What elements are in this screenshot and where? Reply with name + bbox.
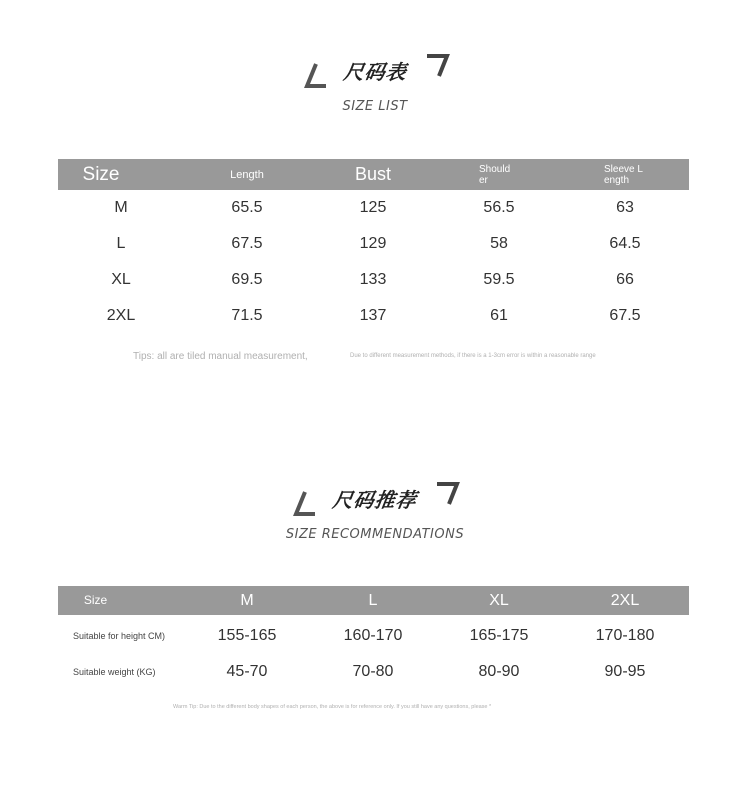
cell-2xl: 170-180 (595, 627, 655, 644)
header-l: L (368, 591, 378, 609)
header-length: Length (230, 168, 264, 181)
left-bracket-icon (293, 490, 319, 518)
cell-shoulder: 56.5 (483, 199, 515, 216)
size-list-table (58, 159, 689, 334)
size-rec-heading (0, 484, 750, 542)
cell-shoulder: 58 (490, 235, 508, 252)
cell-length: 71.5 (231, 307, 263, 324)
cell-length: 69.5 (231, 271, 263, 288)
cell-shoulder: 61 (490, 307, 508, 324)
size-rec-table (58, 586, 689, 690)
size-list-tip-left: Tips: all are tiled manual measurement, (133, 351, 308, 362)
size-list-subtitle: SIZE LIST (342, 99, 408, 114)
size-list-heading (0, 56, 750, 114)
cell-sleeve: 67.5 (609, 307, 641, 324)
row-label-height: Suitable for height CM) (73, 631, 166, 641)
header-m: M (240, 591, 254, 609)
cell-sleeve: 64.5 (609, 235, 641, 252)
cell-xl: 165-175 (469, 627, 529, 644)
left-bracket-icon (304, 62, 330, 90)
size-list-tip-right: Due to different measurement methods, if there is a 1-3cm error is within a reasonable range (350, 353, 596, 359)
table-row (58, 298, 689, 334)
table-row (58, 190, 689, 226)
cell-size: 2XL (106, 307, 136, 324)
header-bust: Bust (354, 164, 392, 184)
header-sleeve-length: Sleeve L ength (604, 163, 643, 186)
size-list-header-row (58, 159, 689, 190)
row-label-weight: Suitable weight (KG) (73, 667, 156, 677)
cell-length: 65.5 (231, 199, 263, 216)
table-row (58, 654, 689, 690)
cell-2xl: 90-95 (604, 663, 646, 680)
cell-m: 155-165 (217, 627, 277, 644)
cell-bust: 137 (359, 307, 387, 324)
header-2xl: 2XL (610, 591, 640, 609)
cell-size: L (116, 235, 126, 252)
cell-shoulder: 59.5 (483, 271, 515, 288)
table-row (58, 262, 689, 298)
header-size: Size (82, 163, 120, 185)
cell-xl: 80-90 (478, 663, 520, 680)
size-rec-tip: Warm Tip: Due to the different body shapes of each person, the above is for reference only. If you still have any questions, please * (173, 704, 492, 710)
cell-bust: 133 (359, 271, 387, 288)
cell-size: XL (111, 271, 131, 288)
cell-bust: 129 (359, 235, 387, 252)
cell-m: 45-70 (226, 663, 268, 680)
right-bracket-icon (435, 480, 461, 508)
cell-bust: 125 (359, 199, 387, 216)
cell-length: 67.5 (231, 235, 263, 252)
size-rec-title: 尺码推荐 (331, 488, 419, 512)
cell-l: 160-170 (343, 627, 403, 644)
table-row (58, 226, 689, 262)
right-bracket-icon (425, 52, 451, 80)
cell-size: M (114, 199, 128, 216)
table-row (58, 618, 689, 654)
cell-sleeve: 66 (616, 271, 634, 288)
size-rec-subtitle: SIZE RECOMMENDATIONS (285, 527, 465, 542)
cell-l: 70-80 (352, 663, 394, 680)
header-size: Size (83, 592, 108, 607)
size-list-title: 尺码表 (341, 60, 408, 84)
header-xl: XL (489, 591, 509, 609)
size-rec-header-row (58, 586, 689, 615)
cell-sleeve: 63 (616, 199, 634, 216)
header-shoulder: Should er (479, 163, 511, 186)
